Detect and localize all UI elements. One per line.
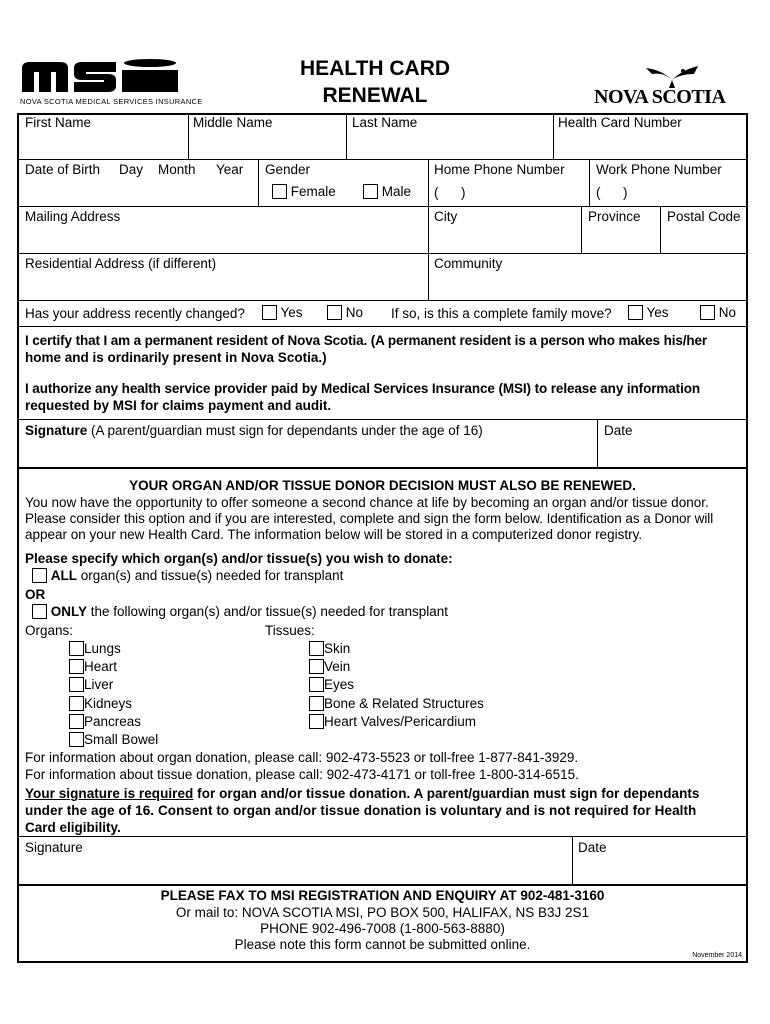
dob-month-label: Month xyxy=(158,162,196,177)
health-card-number-field[interactable] xyxy=(555,131,745,157)
tissue-label: Vein xyxy=(324,659,351,674)
address-changed-no-checkbox[interactable] xyxy=(327,305,342,320)
tissue-eyes[interactable] xyxy=(309,677,354,693)
title-line2: RENEWAL xyxy=(322,84,428,107)
address-changed-yes-option[interactable] xyxy=(262,305,303,321)
donor-intro-line1: You now have the opportunity to offer someone a second chance at life by becoming an organ and/or tissue donor. xyxy=(25,495,709,510)
signature-field[interactable] xyxy=(20,439,595,465)
tissue-checkbox[interactable] xyxy=(309,714,324,729)
family-move-no-checkbox[interactable] xyxy=(700,305,715,320)
organ-checkbox[interactable] xyxy=(69,732,84,747)
donor-heading: YOUR ORGAN AND/OR TISSUE DONOR DECISION MUST ALSO BE RENEWED. xyxy=(129,478,636,493)
signature-note: (A parent/guardian must sign for dependants under the age of 16) xyxy=(91,423,483,438)
family-move-no-label: No xyxy=(718,305,737,320)
date-of-birth-label: Date of Birth xyxy=(25,162,101,177)
work-phone-label: Work Phone Number xyxy=(596,162,722,177)
donor-intro-line2: Please consider this option and if you are interested, complete and sign the form below. Identification as a Donor will xyxy=(25,511,714,526)
city-label: City xyxy=(434,209,458,224)
gender-male-option[interactable] xyxy=(363,184,411,200)
tissue-heart-valves[interactable] xyxy=(309,714,476,730)
family-move-yes-label: Yes xyxy=(646,305,669,320)
address-changed-no-option[interactable] xyxy=(327,305,363,321)
last-name-field[interactable] xyxy=(348,131,551,157)
organ-kidneys[interactable] xyxy=(69,696,132,712)
organ-checkbox[interactable] xyxy=(69,677,84,692)
organ-checkbox[interactable] xyxy=(69,641,84,656)
form-date: November 2014 xyxy=(692,952,742,959)
organ-label: Small Bowel xyxy=(84,732,159,747)
mail-instructions: Or mail to: NOVA SCOTIA MSI, PO BOX 500, HALIFAX, NS B3J 2S1 xyxy=(175,905,590,920)
family-move-yes-option[interactable] xyxy=(628,305,669,321)
address-changed-no-label: No xyxy=(345,305,364,320)
organ-label: Lungs xyxy=(84,641,121,656)
home-phone-field[interactable]: ( ) xyxy=(434,185,466,200)
mailing-address-field[interactable] xyxy=(20,225,426,251)
authorize-line2: requested by MSI for claims payment and audit. xyxy=(25,398,332,413)
address-changed-yes-label: Yes xyxy=(280,305,303,320)
community-label: Community xyxy=(434,256,503,271)
organ-checkbox[interactable] xyxy=(69,659,84,674)
male-label: Male xyxy=(381,184,412,199)
form-title xyxy=(270,55,480,109)
date-of-birth-field[interactable] xyxy=(20,178,256,204)
certify-line1: I certify that I am a permanent resident of Nova Scotia. (A permanent resident is a person who makes his/her xyxy=(25,333,707,348)
organ-info: For information about organ donation, please call: 902-473-5523 or toll-free 1-877-841-3929. xyxy=(25,750,579,765)
organ-small-bowel[interactable] xyxy=(69,732,158,748)
tissue-vein[interactable] xyxy=(309,659,350,675)
donate-only-bold: ONLY xyxy=(50,604,88,619)
postal-code-label: Postal Code xyxy=(667,209,741,224)
organ-label: Heart xyxy=(84,659,118,674)
tissue-skin[interactable] xyxy=(309,641,350,657)
tissues-label: Tissues: xyxy=(265,623,315,638)
donate-only-checkbox[interactable] xyxy=(32,604,47,619)
signature-date-field[interactable] xyxy=(599,439,745,465)
signature-required-rest: for organ and/or tissue donation. A parent/guardian must sign for dependants xyxy=(193,786,700,801)
residential-address-field[interactable] xyxy=(20,272,426,298)
donor-date-field[interactable] xyxy=(574,856,745,882)
donor-date-label: Date xyxy=(578,840,607,855)
tissue-checkbox[interactable] xyxy=(309,677,324,692)
donor-signature-field[interactable] xyxy=(20,856,570,882)
donor-or: OR xyxy=(25,587,46,602)
donate-all-checkbox[interactable] xyxy=(32,568,47,583)
signature-required-line3: Card eligibility. xyxy=(25,820,121,835)
first-name-label: First Name xyxy=(25,115,92,130)
certify-line2: home and is ordinarily present in Nova Scotia.) xyxy=(25,350,327,365)
postal-code-field[interactable] xyxy=(662,225,745,251)
title-line1: HEALTH CARD xyxy=(299,57,451,80)
health-card-number-label: Health Card Number xyxy=(558,115,682,130)
work-phone-field[interactable]: ( ) xyxy=(596,185,628,200)
organs-label: Organs: xyxy=(25,623,74,638)
family-move-yes-checkbox[interactable] xyxy=(628,305,643,320)
family-move-no-option[interactable] xyxy=(700,305,736,321)
phone-instructions: PHONE 902-496-7008 (1-800-563-8880) xyxy=(260,921,505,936)
tissue-label: Bone & Related Structures xyxy=(324,696,484,711)
tissue-checkbox[interactable] xyxy=(309,659,324,674)
organ-checkbox[interactable] xyxy=(69,696,84,711)
organ-label: Kidneys xyxy=(84,696,133,711)
online-note: Please note this form cannot be submitted online. xyxy=(234,937,531,952)
address-changed-yes-checkbox[interactable] xyxy=(262,305,277,320)
gender-female-option[interactable] xyxy=(272,184,336,200)
city-field[interactable] xyxy=(430,225,579,251)
female-label: Female xyxy=(290,184,336,199)
tissue-label: Heart Valves/Pericardium xyxy=(324,714,477,729)
organ-pancreas[interactable] xyxy=(69,714,141,730)
donor-specify: Please specify which organ(s) and/or tissue(s) you wish to donate: xyxy=(25,551,453,566)
donate-all-option[interactable] xyxy=(32,568,343,584)
organ-heart[interactable] xyxy=(69,659,117,675)
first-name-field[interactable] xyxy=(20,131,186,157)
family-move-question: If so, is this a complete family move? xyxy=(391,306,612,321)
address-changed-question: Has your address recently changed? xyxy=(25,306,245,321)
tissue-label: Eyes xyxy=(324,677,355,692)
signature-row xyxy=(25,423,483,439)
donate-all-text: organ(s) and tissue(s) needed for transplant xyxy=(77,568,344,583)
logo-subtitle: NOVA SCOTIA MEDICAL SERVICES INSURANCE xyxy=(20,97,203,106)
home-phone-label: Home Phone Number xyxy=(434,162,565,177)
province-field[interactable] xyxy=(583,225,658,251)
community-field[interactable] xyxy=(430,272,745,298)
msi-logo-graphic xyxy=(20,58,180,94)
msi-logo xyxy=(20,58,203,108)
donate-all-bold: ALL xyxy=(50,568,78,583)
signature-required-underlined: Your signature is required xyxy=(25,786,194,801)
authorize-line1: I authorize any health service provider paid by Medical Services Insurance (MSI) to release any information xyxy=(25,381,701,396)
donor-signature-label: Signature xyxy=(25,840,83,855)
organ-checkbox[interactable] xyxy=(69,714,84,729)
tissue-checkbox[interactable] xyxy=(309,641,324,656)
fax-instructions: PLEASE FAX TO MSI REGISTRATION AND ENQUIRY AT 902-481-3160 xyxy=(160,888,605,903)
mailing-address-label: Mailing Address xyxy=(25,209,121,224)
dob-year-label: Year xyxy=(216,162,244,177)
last-name-label: Last Name xyxy=(352,115,418,130)
tissue-label: Skin xyxy=(324,641,351,656)
signature-required-line2: under the age of 16. Consent to organ and/or tissue donation is voluntary and is not required for Health xyxy=(25,803,697,818)
signature-date-label: Date xyxy=(604,423,633,438)
residential-address-label: Residential Address (if different) xyxy=(25,256,217,271)
donate-only-option[interactable] xyxy=(32,604,448,620)
signature-required-line1 xyxy=(25,786,699,802)
donate-only-text: the following organ(s) and/or tissue(s) needed for transplant xyxy=(87,604,448,619)
tissue-bone[interactable] xyxy=(309,696,484,712)
tissue-info: For information about tissue donation, please call: 902-473-4171 or toll-free 1-800-314-6515. xyxy=(25,767,579,782)
nova-scotia-logo xyxy=(592,64,752,108)
organ-label: Pancreas xyxy=(84,714,142,729)
ns-logo-text: NOVA SCOTIA xyxy=(594,86,726,108)
middle-name-field[interactable] xyxy=(190,131,344,157)
dob-day-label: Day xyxy=(119,162,144,177)
province-label: Province xyxy=(588,209,641,224)
female-checkbox[interactable] xyxy=(272,184,287,199)
gender-label: Gender xyxy=(265,162,311,177)
signature-label: Signature xyxy=(25,423,88,438)
organ-label: Liver xyxy=(84,677,114,692)
male-checkbox[interactable] xyxy=(363,184,378,199)
organ-lungs[interactable] xyxy=(69,641,121,657)
donor-intro-line3: appear on your new Health Card. The information below will be stored in a computerized donor registry. xyxy=(25,527,643,542)
tissue-checkbox[interactable] xyxy=(309,696,324,711)
middle-name-label: Middle Name xyxy=(193,115,273,130)
organ-liver[interactable] xyxy=(69,677,113,693)
